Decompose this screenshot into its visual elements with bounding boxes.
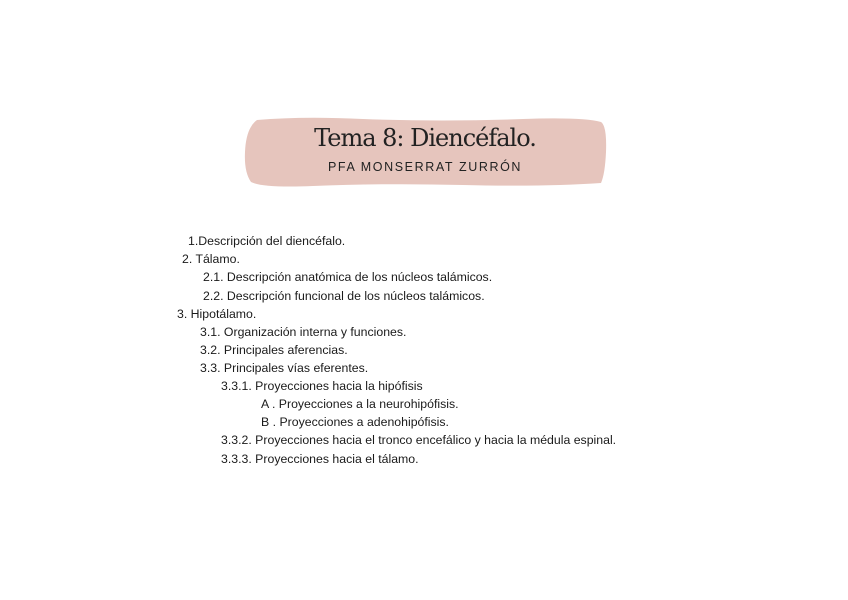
toc-item: 3.3.2. Proyecciones hacia el tronco encefálico y hacia la médula espinal. <box>221 433 617 447</box>
toc-item: 3. Hipotálamo. <box>177 307 257 321</box>
toc-item: 2.1. Descripción anatómica de los núcleos talámicos. <box>203 270 493 284</box>
toc-item: 2.2. Descripción funcional de los núcleos talámicos. <box>203 289 485 303</box>
toc-item: 1.Descripción del diencéfalo. <box>188 234 346 248</box>
document-title: Tema 8: Diencéfalo. <box>314 124 536 152</box>
toc-item: 3.1. Organización interna y funciones. <box>200 325 407 339</box>
toc-item: 3.3.3. Proyecciones hacia el tálamo. <box>221 452 419 466</box>
toc-item: B . Proyecciones a adenohipófisis. <box>261 415 449 429</box>
toc-item: 3.3.1. Proyecciones hacia la hipófisis <box>221 379 423 393</box>
toc-item: 3.3. Principales vías eferentes. <box>200 361 369 375</box>
toc-item: A . Proyecciones a la neurohipófisis. <box>261 397 459 411</box>
toc-item: 3.2. Principales aferencias. <box>200 343 348 357</box>
author-subtitle: PFA MONSERRAT ZURRÓN <box>327 160 523 174</box>
toc-item: 2. Tálamo. <box>182 252 240 266</box>
